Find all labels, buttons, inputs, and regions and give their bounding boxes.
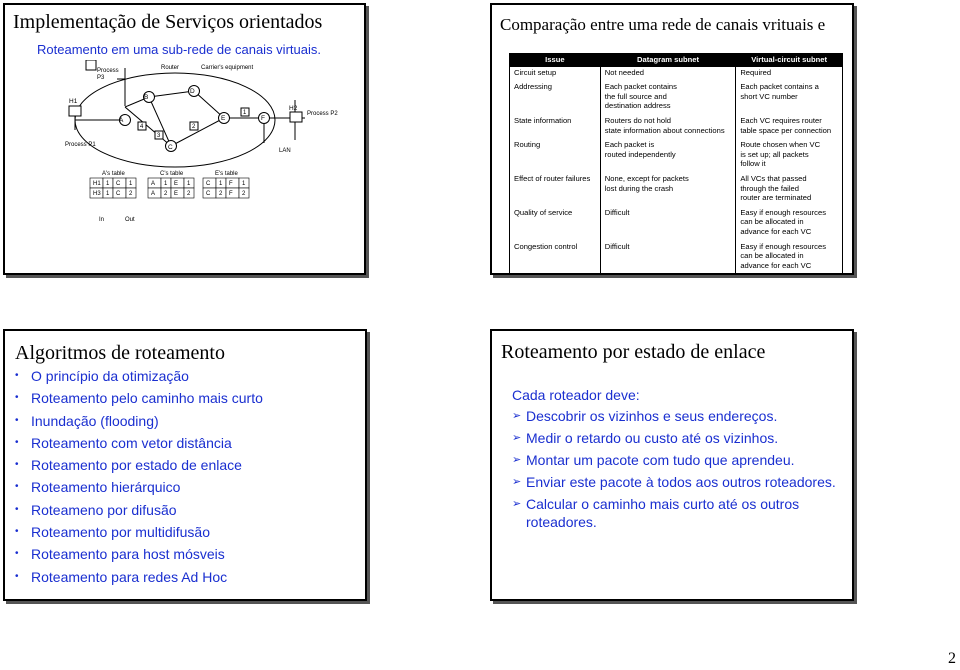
bullet-icon: • bbox=[15, 436, 19, 448]
table-row bbox=[510, 207, 843, 241]
algorithm-list bbox=[15, 367, 263, 590]
vc-cell: Easy if enough resources can be allocated in advance for each VC bbox=[736, 241, 843, 275]
slide-routing-algorithms bbox=[3, 329, 367, 601]
list-item-label: Calcular o caminho mais curto até os outros roteadores. bbox=[526, 496, 800, 530]
a-table-cell: C bbox=[116, 191, 121, 197]
router-e-label: E bbox=[221, 115, 226, 122]
slide-subtitle: Roteamento em uma sub-rede de canais virtuais. bbox=[37, 42, 321, 57]
process-p3-caption: Process P3 bbox=[97, 68, 119, 81]
arrow-bullet-icon: ➢ bbox=[512, 498, 522, 510]
vc-routing-diagram bbox=[57, 60, 357, 225]
list-item-label: Montar um pacote com tudo que aprendeu. bbox=[526, 452, 795, 468]
host-h2-label: H2 bbox=[289, 105, 298, 112]
host-h1-box bbox=[69, 106, 81, 116]
list-item bbox=[15, 412, 263, 434]
datagram-cell: Difficult bbox=[600, 207, 736, 241]
slide-comparison bbox=[490, 3, 854, 275]
router-d-label: D bbox=[190, 88, 195, 95]
arrow-bullet-icon: ➢ bbox=[512, 476, 522, 488]
e-table-cell: F bbox=[229, 181, 233, 187]
bullet-icon: • bbox=[15, 414, 19, 426]
router-b-label: B bbox=[144, 94, 149, 101]
bullet-icon: • bbox=[15, 481, 19, 493]
list-item bbox=[15, 367, 263, 389]
datagram-cell: Each packet contains the full source and destination address bbox=[600, 81, 736, 115]
a-table-cell: H3 bbox=[93, 191, 101, 197]
c-table-cell: 2 bbox=[187, 191, 191, 197]
list-item-label: Descobrir os vizinhos e seus endereços. bbox=[526, 408, 778, 424]
slide-title: Algoritmos de roteamento bbox=[15, 342, 225, 364]
e-table-cell: 1 bbox=[242, 181, 246, 187]
bullet-icon: • bbox=[15, 392, 19, 404]
arrow-bullet-icon: ➢ bbox=[512, 454, 522, 466]
c-table-cell: A bbox=[151, 181, 156, 187]
line-number-ce: 2 bbox=[192, 124, 196, 130]
table-row bbox=[510, 241, 843, 275]
bullet-icon: • bbox=[15, 503, 19, 515]
e-table-cell: F bbox=[229, 191, 233, 197]
e-table-cell: 2 bbox=[242, 191, 246, 197]
intro-text: Cada roteador deve: bbox=[512, 387, 640, 403]
e-table-cell: 1 bbox=[219, 181, 223, 187]
comparison-table bbox=[509, 53, 843, 275]
table-row bbox=[510, 115, 843, 139]
datagram-cell: Each packet is routed independently bbox=[600, 139, 736, 173]
carrier-caption: Carrier's equipment bbox=[201, 65, 254, 71]
router-a-label: A bbox=[119, 117, 124, 124]
vc-cell: Each VC requires router table space per connection bbox=[736, 115, 843, 139]
slide-title: Comparação entre uma rede de canais vrituais e bbox=[500, 15, 826, 34]
list-item-label: Roteamento hierárquico bbox=[31, 479, 181, 496]
a-table-cell: H1 bbox=[93, 181, 101, 187]
line-number-ef: 1 bbox=[243, 110, 247, 116]
list-item bbox=[512, 473, 842, 491]
host-h3-box bbox=[86, 60, 96, 70]
list-item-label: Roteamento para redes Ad Hoc bbox=[31, 568, 228, 585]
host-h3-label bbox=[85, 60, 94, 61]
arrow-bullet-icon: ➢ bbox=[512, 432, 522, 444]
vc-cell: Easy if enough resources can be allocated in advance for each VC bbox=[736, 207, 843, 241]
process-p1-caption: Process P1 bbox=[65, 142, 96, 148]
slide-title: Implementação de Serviços orientados bbox=[13, 11, 323, 33]
datagram-cell: Difficult bbox=[600, 241, 736, 275]
host-h2-box bbox=[290, 112, 302, 122]
list-item bbox=[512, 495, 842, 531]
a-table-cell: 1 bbox=[129, 181, 133, 187]
router-f-label: F bbox=[261, 115, 265, 122]
process-p2-caption: Process P2 bbox=[307, 111, 338, 117]
datagram-cell: Not needed bbox=[600, 66, 736, 81]
vc-cell: Route chosen when VC is set up; all packets follow it bbox=[736, 139, 843, 173]
list-item bbox=[15, 501, 263, 523]
router-c-label: C bbox=[168, 144, 173, 151]
list-item-label: Roteamento por multidifusão bbox=[31, 524, 210, 541]
list-item bbox=[15, 456, 263, 478]
list-item-label: Roteameno por difusão bbox=[31, 501, 177, 518]
list-item bbox=[15, 523, 263, 545]
c-table-cell: E bbox=[174, 191, 179, 197]
c-table-cell: E bbox=[174, 181, 179, 187]
slide-title: Roteamento por estado de enlace bbox=[501, 341, 766, 363]
e-table-cell: C bbox=[206, 181, 211, 187]
table-row bbox=[510, 66, 843, 81]
list-item bbox=[512, 451, 842, 469]
in-caption: In bbox=[99, 217, 105, 223]
list-item bbox=[15, 545, 263, 567]
page-number: 2 bbox=[948, 650, 956, 667]
out-caption: Out bbox=[125, 217, 135, 223]
line-number-ac: 4 bbox=[140, 124, 144, 130]
vc-cell: Each packet contains a short VC number bbox=[736, 81, 843, 115]
c-table-cell: A bbox=[151, 191, 156, 197]
list-item bbox=[512, 429, 842, 447]
bullet-icon: • bbox=[15, 548, 19, 560]
list-item-label: Roteamento para host mósveis bbox=[31, 546, 225, 563]
e-table-title: E's table bbox=[215, 171, 238, 177]
list-item-label: O princípio da otimização bbox=[31, 368, 189, 384]
list-item-label: Roteamento com vetor distância bbox=[31, 434, 232, 451]
e-table-cell: C bbox=[206, 191, 211, 197]
list-item bbox=[15, 568, 263, 590]
vc-cell: All VCs that passed through the failed router are terminated bbox=[736, 173, 843, 207]
table-row bbox=[510, 81, 843, 115]
table-row bbox=[510, 173, 843, 207]
a-table-title: A's table bbox=[102, 171, 125, 177]
header-datagram: Datagram subnet bbox=[600, 54, 736, 67]
issue-cell: Congestion control bbox=[510, 241, 601, 275]
list-item-label: Enviar este pacote à todos aos outros roteadores. bbox=[526, 474, 836, 490]
list-item-label: Roteamento por estado de enlace bbox=[31, 457, 242, 474]
bullet-icon: • bbox=[15, 370, 19, 381]
router-caption: Router bbox=[161, 65, 180, 71]
table-row bbox=[510, 139, 843, 173]
table-header-row bbox=[510, 54, 843, 67]
issue-cell: Quality of service bbox=[510, 207, 601, 241]
issue-cell: Routing bbox=[510, 139, 601, 173]
slide-link-state-routing bbox=[490, 329, 854, 601]
c-table-title: C's table bbox=[160, 171, 184, 177]
list-item bbox=[512, 407, 842, 425]
a-table-cell: C bbox=[116, 181, 121, 187]
c-table-cell: 2 bbox=[164, 191, 168, 197]
issue-cell: Circuit setup bbox=[510, 66, 601, 81]
issue-cell: State information bbox=[510, 115, 601, 139]
list-item-label: Medir o retardo ou custo até os vizinhos. bbox=[526, 430, 779, 446]
arrow-bullet-icon: ➢ bbox=[512, 410, 522, 422]
a-table-cell: 1 bbox=[106, 181, 110, 187]
datagram-cell: None, except for packets lost during the crash bbox=[600, 173, 736, 207]
bullet-icon: • bbox=[15, 526, 19, 538]
header-issue: Issue bbox=[510, 54, 601, 67]
a-table-cell: 1 bbox=[106, 191, 110, 197]
lan-caption: LAN bbox=[279, 148, 291, 154]
issue-cell: Effect of router failures bbox=[510, 173, 601, 207]
list-item-label: Inundação (flooding) bbox=[31, 412, 159, 429]
line-number-bc: 3 bbox=[157, 133, 161, 139]
bullet-icon: • bbox=[15, 459, 19, 471]
issue-cell: Addressing bbox=[510, 81, 601, 115]
list-item bbox=[15, 389, 263, 411]
datagram-cell: Routers do not hold state information about connections bbox=[600, 115, 736, 139]
list-item bbox=[15, 434, 263, 456]
steps-list bbox=[512, 407, 842, 535]
a-table-cell: 2 bbox=[129, 191, 133, 197]
slide-vc-implementation bbox=[3, 3, 366, 275]
c-table-cell: 1 bbox=[187, 181, 191, 187]
c-table-cell: 1 bbox=[164, 181, 168, 187]
e-table-cell: 2 bbox=[219, 191, 223, 197]
list-item-label: Roteamento pelo caminho mais curto bbox=[31, 390, 263, 407]
bullet-icon: • bbox=[15, 570, 19, 582]
list-item bbox=[15, 478, 263, 500]
host-h1-label: H1 bbox=[69, 98, 78, 105]
vc-cell: Required bbox=[736, 66, 843, 81]
header-virtual-circuit: Virtual-circuit subnet bbox=[736, 54, 843, 67]
